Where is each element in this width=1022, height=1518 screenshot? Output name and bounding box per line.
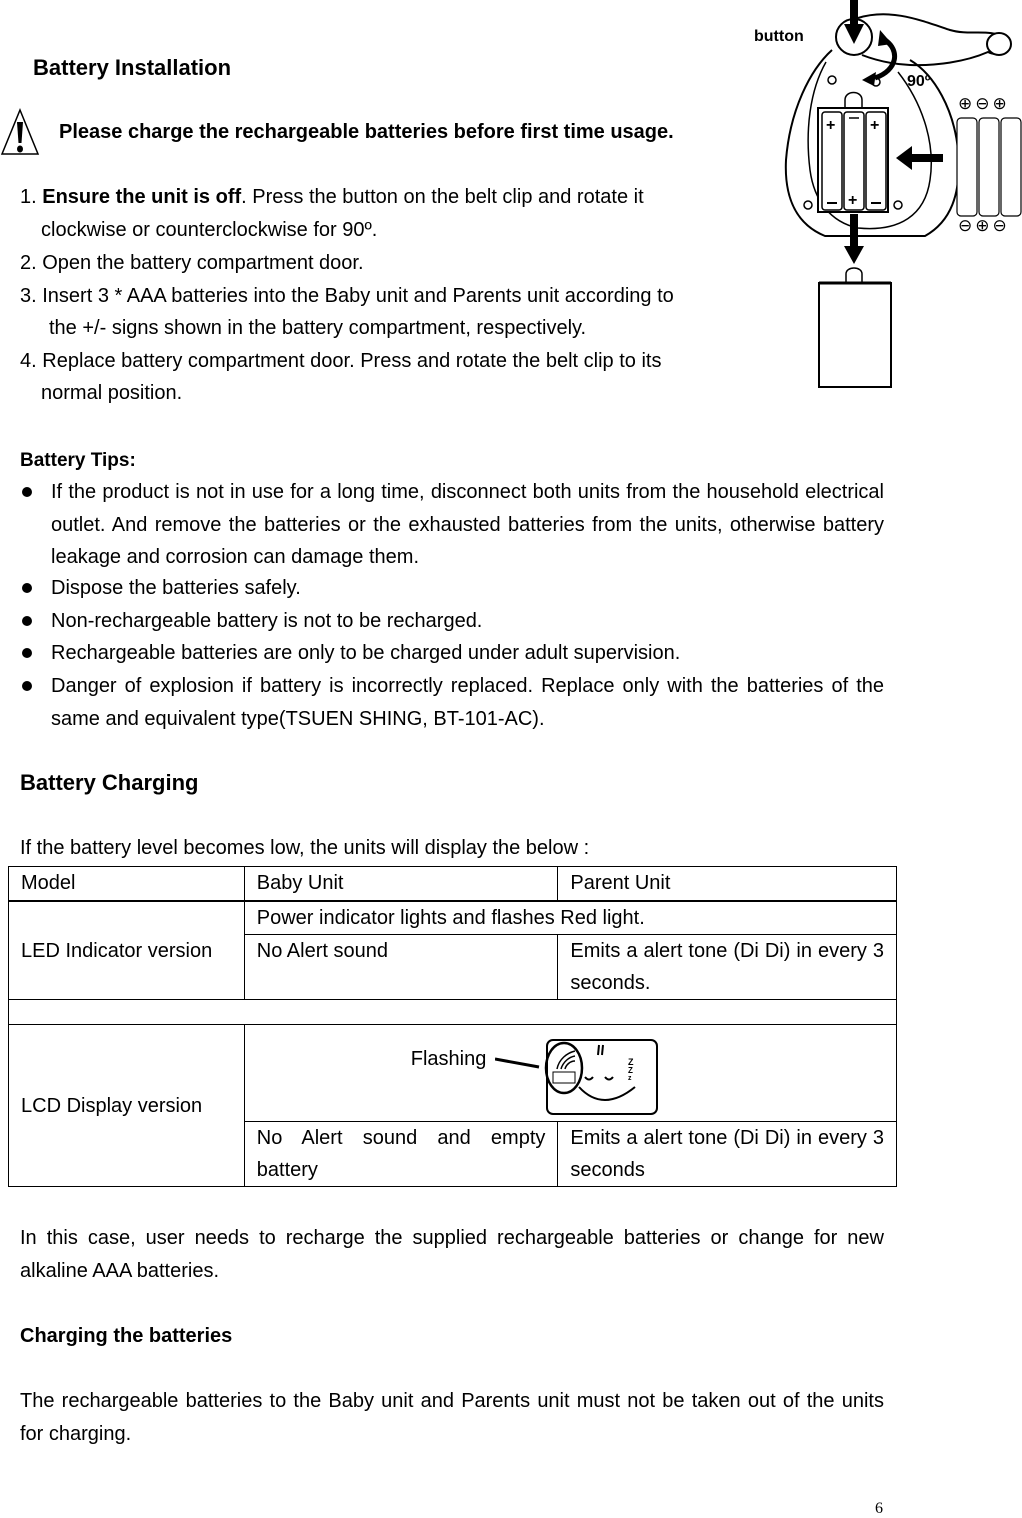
step-1-line-2: clockwise or counterclockwise for 90º. (41, 219, 378, 241)
header-parent-unit: Parent Unit (558, 867, 897, 902)
bullet-icon (22, 487, 32, 497)
led-model-cell: LED Indicator version (9, 901, 245, 1000)
step-3-line-2: the +/- signs shown in the battery compartment, respectively. (49, 317, 587, 339)
table-row (9, 1025, 897, 1122)
lcd-parent-cell: Emits a alert tone (Di Di) in every 3 seconds (558, 1122, 897, 1187)
step-number: 2. (20, 252, 37, 274)
header-baby-unit: Baby Unit (244, 867, 558, 902)
low-battery-table (8, 866, 897, 1187)
header-model: Model (9, 867, 245, 902)
flashing-label: Flashing (410, 1048, 487, 1070)
bullet-icon (22, 616, 32, 626)
button-label: button (754, 28, 804, 45)
led-parent-cell: Emits a alert tone (Di Di) in every 3 seconds. (558, 935, 897, 1000)
tip-item: Non-rechargeable battery is not to be recharged. (51, 610, 483, 632)
battery-top-polarity (958, 94, 1010, 114)
battery-installation-illustration (750, 0, 1022, 400)
charging-batteries-text: The rechargeable batteries to the Baby unit and Parents unit must not be taken out of the units for charging. (20, 1390, 884, 1445)
step-1-emphasis: Ensure the unit is off (42, 186, 242, 208)
minus-icon: ⊖ (975, 94, 993, 113)
step-1-text: . Press the button on the belt clip and rotate it (241, 186, 644, 208)
step-4-text: Replace battery compartment door. Press and rotate the belt clip to its (42, 350, 662, 372)
bullet-icon (22, 583, 32, 593)
led-shared-cell: Power indicator lights and flashes Red light. (244, 901, 896, 935)
table-row (9, 901, 897, 935)
minus-icon: ⊖ (992, 216, 1010, 235)
table-header-row (9, 867, 897, 902)
angle-label: 90º (907, 73, 931, 90)
plus-icon: ⊕ (992, 94, 1010, 113)
tip-item: If the product is not in use for a long time, disconnect both units from the household electrical outlet. And remove the batteries or the exhausted batteries from the units, otherwise battery leakage and corrosion can damage them. (51, 481, 884, 568)
step-number: 1. (20, 186, 37, 208)
svg-text:Z: Z (627, 1057, 634, 1067)
bullet-icon (22, 648, 32, 658)
svg-text:+: + (870, 117, 880, 134)
minus-icon: ⊖ (958, 216, 976, 235)
step-3-text: Insert 3 * AAA batteries into the Baby unit and Parents unit according to (42, 285, 674, 307)
step-3-line-1 (20, 280, 674, 313)
tips-title: Battery Tips: (20, 450, 136, 471)
tip-item: Danger of explosion if battery is incorrectly replaced. Replace only with the batteries of the same and equivalent type(TSUEN SHING, BT-101-AC). (51, 675, 884, 730)
section-title-charging-the-batteries: Charging the batteries (20, 1325, 233, 1347)
step-2-text: Open the battery compartment door. (42, 252, 364, 274)
tip-item: Dispose the batteries safely. (51, 577, 301, 599)
tip-item: Rechargeable batteries are only to be charged under adult supervision. (51, 642, 681, 664)
plus-icon: ⊕ (958, 94, 976, 113)
step-2 (20, 247, 364, 280)
bullet-icon (22, 681, 32, 691)
charging-intro: If the battery level becomes low, the units will display the below : (20, 837, 590, 859)
empty-cell (9, 1000, 897, 1025)
warning-icon (0, 108, 40, 156)
charging-note: In this case, user needs to recharge the supplied rechargeable batteries or change for new alkaline AAA batteries. (20, 1227, 884, 1282)
svg-text:Z: Z (627, 1066, 633, 1075)
svg-text:+: + (848, 192, 858, 209)
plus-icon: ⊕ (975, 216, 993, 235)
step-number: 4. (20, 350, 37, 372)
step-4-line-1 (20, 345, 661, 378)
page-number: 6 (875, 1500, 883, 1517)
step-1-line-1 (20, 181, 644, 214)
lcd-baby-cell: No Alert sound and empty battery (244, 1122, 558, 1187)
lcd-display-cell (244, 1025, 896, 1122)
lcd-screen-icon (495, 1035, 665, 1115)
section-title-battery-installation: Battery Installation (33, 55, 232, 80)
table-spacer-row (9, 1000, 897, 1025)
lcd-model-cell: LCD Display version (9, 1025, 245, 1187)
section-title-battery-charging: Battery Charging (20, 770, 199, 795)
step-number: 3. (20, 285, 37, 307)
warning-text: Please charge the rechargeable batteries before first time usage. (59, 121, 674, 143)
svg-text:+: + (826, 117, 836, 134)
step-4-line-2: normal position. (41, 382, 183, 404)
led-baby-cell: No Alert sound (244, 935, 558, 1000)
belt-clip-diagram-icon (750, 0, 1022, 400)
svg-text:z: z (627, 1075, 632, 1082)
battery-bottom-polarity (958, 216, 1010, 236)
